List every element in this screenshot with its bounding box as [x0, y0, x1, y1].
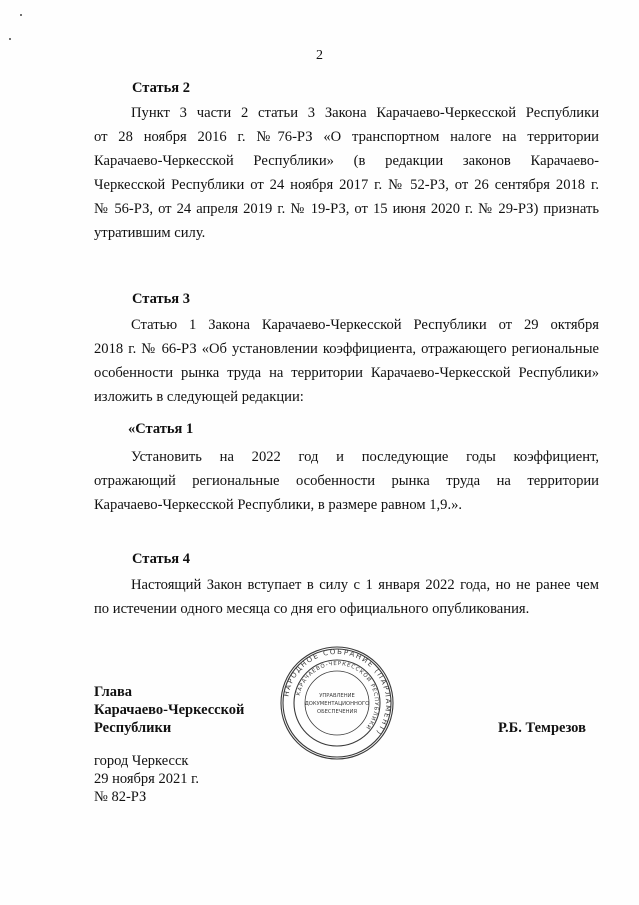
svg-text:НАРОДНОЕ СОБРАНИЕ (ПАРЛАМЕНТ): НАРОДНОЕ СОБРАНИЕ (ПАРЛАМЕНТ)	[282, 647, 393, 738]
text-line: от 28 ноября 2016 г. №76-РЗ «О транспортном налоге на территории	[94, 129, 599, 145]
text-line: особенности рынка труда на территории Карачаево-Черкесской Республики»	[94, 365, 599, 381]
issuance-details	[94, 752, 199, 806]
article-2-body	[94, 101, 599, 245]
svg-text:ДОКУМЕНТАЦИОННОГО: ДОКУМЕНТАЦИОННОГО	[304, 701, 370, 707]
article-4-body	[94, 573, 599, 621]
scan-speck	[20, 14, 22, 16]
text-line: по истечении одного месяца со дня его официального опубликования.	[94, 601, 530, 617]
law-number: № 82-РЗ	[94, 789, 147, 805]
signatory-name: Р.Б. Темрезов	[498, 720, 586, 736]
issuance-city: город Черкесск	[94, 753, 189, 769]
svg-text:ОБЕСПЕЧЕНИЯ: ОБЕСПЕЧЕНИЯ	[317, 709, 357, 715]
signatory-title-line: Глава	[94, 684, 133, 700]
text-line: Установить на 2022 год и последующие годы коэффициент,	[131, 449, 599, 465]
signatory-title-line: Карачаево-Черкесской	[94, 702, 245, 718]
text-line: Настоящий Закон вступает в силу с 1 января 2022 года, но не ранее чем	[131, 577, 599, 593]
article-2-heading: Статья 2	[132, 80, 190, 96]
article-4-heading: Статья 4	[132, 551, 190, 567]
text-line: Черкесской Республики от 24 ноября 2017 г. № 52-РЗ, от 26 сентября 2018 г.	[94, 177, 599, 193]
text-line: 2018 г. № 66-РЗ «Об установлении коэффициента, отражающего региональные	[94, 341, 599, 357]
issuance-date: 29 ноября 2021 г.	[94, 771, 200, 787]
text-line: № 56-РЗ, от 24 апреля 2019 г. № 19-РЗ, от 15 июня 2020 г. № 29-РЗ) признать	[94, 201, 599, 217]
page-number: 2	[316, 48, 323, 63]
text-line: Пункт 3 части 2 статьи 3 Закона Карачаево-Черкесской Республики	[131, 105, 599, 121]
signatory-title-line: Республики	[94, 720, 172, 736]
article-3-body	[94, 313, 599, 409]
text-line: изложить в следующей редакции:	[94, 389, 304, 405]
text-line: отражающий региональные особенности рынка труда на территории	[94, 473, 599, 489]
scan-speck	[9, 38, 11, 40]
text-line: Статью 1 Закона Карачаево-Черкесской Республики от 29 октября	[131, 317, 599, 333]
svg-text:КАРАЧАЕВО-ЧЕРКЕССКОЙ РЕСПУБЛИК: КАРАЧАЕВО-ЧЕРКЕССКОЙ РЕСПУБЛИКИ	[295, 660, 380, 731]
quoted-article-body	[94, 445, 599, 517]
text-line: Карачаево-Черкесской Республики» (в редакции законов Карачаево-	[94, 153, 599, 169]
text-line: Карачаево-Черкесской Республики, в размере равном 1,9.».	[94, 497, 463, 513]
official-stamp	[279, 645, 395, 761]
quoted-article-heading: «Статья 1	[128, 421, 194, 437]
svg-text:УПРАВЛЕНИЕ: УПРАВЛЕНИЕ	[319, 693, 355, 699]
text-line: утратившим силу.	[94, 225, 206, 241]
signatory-title	[94, 683, 244, 737]
article-3-heading: Статья 3	[132, 291, 190, 307]
